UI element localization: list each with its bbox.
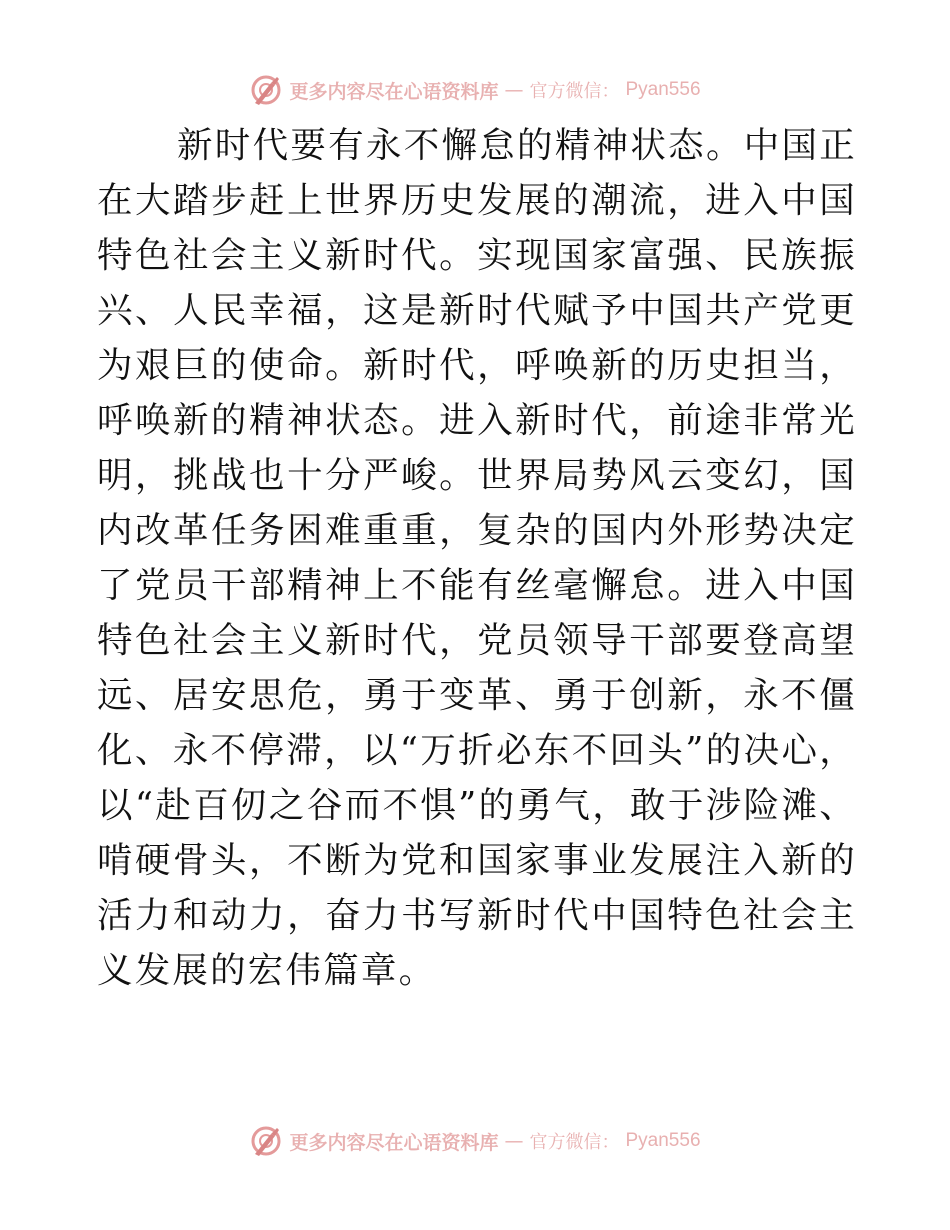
watermark-library-text: 更多内容尽在心语资料库	[289, 1131, 499, 1154]
watermark-wechat-label: 官方微信：	[529, 1132, 620, 1153]
watermark-library-text: 更多内容尽在心语资料库	[289, 80, 499, 103]
watermark-wechat-id: Pyan556	[625, 1130, 701, 1151]
header-watermark	[0, 70, 950, 110]
pen-logo-icon	[249, 1124, 283, 1158]
pen-logo-icon	[249, 73, 283, 107]
watermark-dash: —	[504, 1130, 524, 1152]
body-paragraph: 新时代要有永不懈怠的精神状态。中国正在大踏步赶上世界历史发展的潮流，进入中国特色社会主义新时代。实现国家富强、民族振兴、人民幸福，这是新时代赋予中国共产党更为艰巨的使命。新时代，呼唤新的历史担当，呼唤新的精神状态。进入新时代，前途非常光明，挑战也十分严峻。世界局势风云变幻，国内改革任务困难重重，复杂的国内外形势决定了党员干部精神上不能有丝毫懈怠。进入中国特色社会主义新时代，党员领导干部要登高望远、居安思危，勇于变革、勇于创新，永不僵化、永不停滞，以“万折必东不回头”的决心，以“赴百仞之谷而不惧”的勇气，敢于涉险滩、啃硬骨头，不断为党和国家事业发展注入新的活力和动力，奋力书写新时代中国特色社会主义发展的宏伟篇章。	[97, 125, 857, 991]
footer-watermark	[0, 1121, 950, 1161]
watermark-wechat-label: 官方微信：	[529, 81, 620, 102]
watermark-dash: —	[504, 79, 524, 101]
watermark-wechat-id: Pyan556	[625, 79, 701, 100]
